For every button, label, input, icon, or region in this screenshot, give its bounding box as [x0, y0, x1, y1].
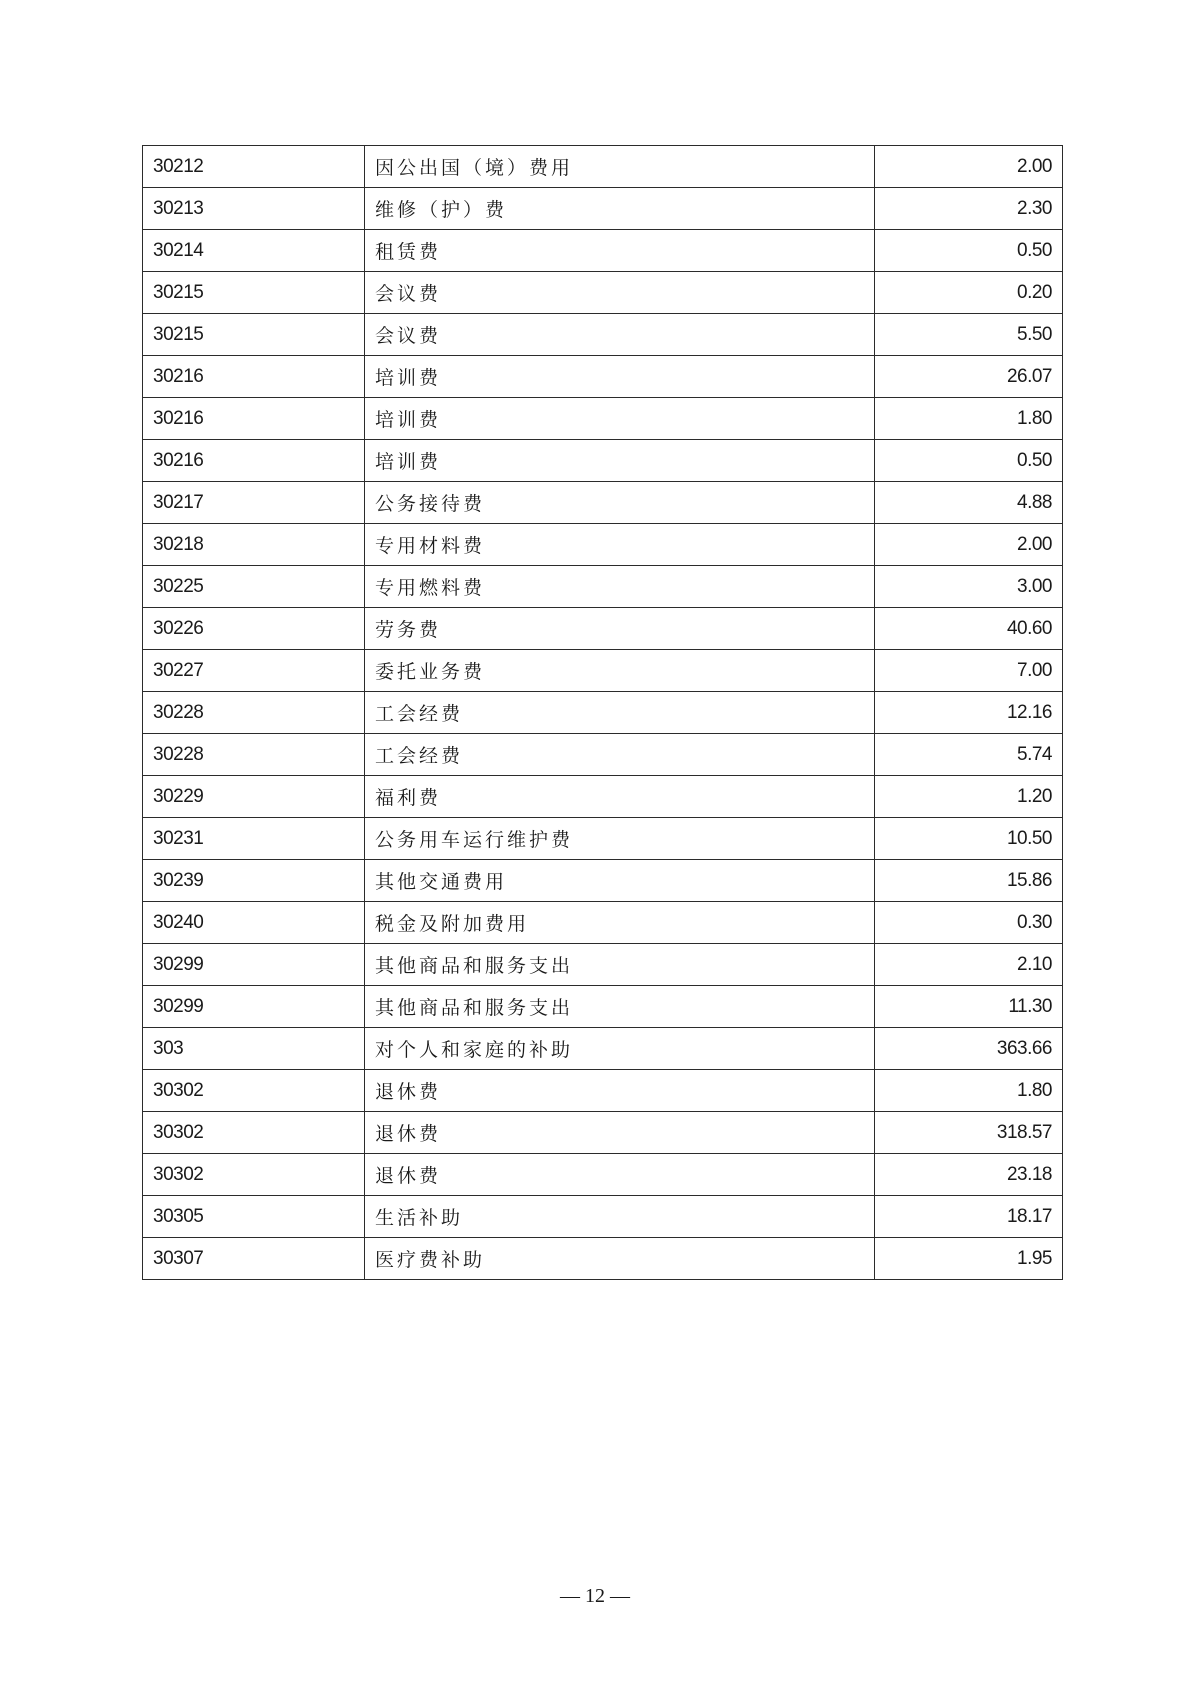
account-name-cell: 福利费: [365, 776, 875, 818]
table-row: [143, 1154, 1063, 1196]
table-body: [143, 146, 1063, 1280]
amount-cell: 3.00: [875, 566, 1063, 608]
account-name-cell: 劳务费: [365, 608, 875, 650]
table-row: [143, 860, 1063, 902]
account-code-cell: 30218: [143, 524, 365, 566]
table-row: [143, 398, 1063, 440]
amount-cell: 1.20: [875, 776, 1063, 818]
table-row: [143, 356, 1063, 398]
account-name-cell: 退休费: [365, 1154, 875, 1196]
account-name-cell: 其他商品和服务支出: [365, 944, 875, 986]
account-name-cell: 工会经费: [365, 734, 875, 776]
account-code-cell: 30307: [143, 1238, 365, 1280]
table-row: [143, 440, 1063, 482]
table-row: [143, 692, 1063, 734]
account-code-cell: 30226: [143, 608, 365, 650]
table-row: [143, 230, 1063, 272]
table-row: [143, 1112, 1063, 1154]
amount-cell: 318.57: [875, 1112, 1063, 1154]
table-row: [143, 986, 1063, 1028]
account-code-cell: 30225: [143, 566, 365, 608]
account-code-cell: 30239: [143, 860, 365, 902]
page-number: — 12 —: [560, 1585, 630, 1607]
account-code-cell: 30228: [143, 692, 365, 734]
account-code-cell: 30216: [143, 440, 365, 482]
account-code-cell: 30299: [143, 986, 365, 1028]
table-row: [143, 1196, 1063, 1238]
account-name-cell: 医疗费补助: [365, 1238, 875, 1280]
account-name-cell: 培训费: [365, 398, 875, 440]
account-name-cell: 其他交通费用: [365, 860, 875, 902]
table-row: [143, 818, 1063, 860]
amount-cell: 12.16: [875, 692, 1063, 734]
amount-cell: 2.10: [875, 944, 1063, 986]
table-row: [143, 944, 1063, 986]
budget-table: [142, 145, 1063, 1280]
account-code-cell: 30216: [143, 356, 365, 398]
amount-cell: 7.00: [875, 650, 1063, 692]
table-row: [143, 1070, 1063, 1112]
account-code-cell: 30227: [143, 650, 365, 692]
amount-cell: 5.74: [875, 734, 1063, 776]
amount-cell: 0.20: [875, 272, 1063, 314]
table-row: [143, 524, 1063, 566]
table-row: [143, 272, 1063, 314]
table-row: [143, 902, 1063, 944]
table-row: [143, 650, 1063, 692]
account-code-cell: 30302: [143, 1070, 365, 1112]
account-name-cell: 退休费: [365, 1112, 875, 1154]
amount-cell: 0.50: [875, 230, 1063, 272]
amount-cell: 23.18: [875, 1154, 1063, 1196]
account-code-cell: 30231: [143, 818, 365, 860]
amount-cell: 2.30: [875, 188, 1063, 230]
table-row: [143, 608, 1063, 650]
amount-cell: 11.30: [875, 986, 1063, 1028]
table-row: [143, 146, 1063, 188]
account-code-cell: 30212: [143, 146, 365, 188]
account-name-cell: 培训费: [365, 356, 875, 398]
table-row: [143, 314, 1063, 356]
table-row: [143, 1238, 1063, 1280]
account-code-cell: 30240: [143, 902, 365, 944]
account-name-cell: 退休费: [365, 1070, 875, 1112]
amount-cell: 18.17: [875, 1196, 1063, 1238]
account-name-cell: 专用材料费: [365, 524, 875, 566]
account-name-cell: 委托业务费: [365, 650, 875, 692]
account-code-cell: 30228: [143, 734, 365, 776]
account-name-cell: 工会经费: [365, 692, 875, 734]
amount-cell: 0.50: [875, 440, 1063, 482]
amount-cell: 1.95: [875, 1238, 1063, 1280]
account-name-cell: 维修（护）费: [365, 188, 875, 230]
table-row: [143, 1028, 1063, 1070]
account-code-cell: 303: [143, 1028, 365, 1070]
account-name-cell: 生活补助: [365, 1196, 875, 1238]
account-name-cell: 租赁费: [365, 230, 875, 272]
table-row: [143, 734, 1063, 776]
amount-cell: 2.00: [875, 524, 1063, 566]
account-name-cell: 培训费: [365, 440, 875, 482]
amount-cell: 5.50: [875, 314, 1063, 356]
amount-cell: 1.80: [875, 398, 1063, 440]
account-name-cell: 其他商品和服务支出: [365, 986, 875, 1028]
amount-cell: 10.50: [875, 818, 1063, 860]
account-code-cell: 30215: [143, 272, 365, 314]
account-name-cell: 对个人和家庭的补助: [365, 1028, 875, 1070]
account-name-cell: 会议费: [365, 314, 875, 356]
account-code-cell: 30302: [143, 1112, 365, 1154]
table-row: [143, 566, 1063, 608]
amount-cell: 15.86: [875, 860, 1063, 902]
amount-cell: 4.88: [875, 482, 1063, 524]
account-code-cell: 30299: [143, 944, 365, 986]
account-code-cell: 30302: [143, 1154, 365, 1196]
account-name-cell: 会议费: [365, 272, 875, 314]
account-code-cell: 30217: [143, 482, 365, 524]
account-name-cell: 公务用车运行维护费: [365, 818, 875, 860]
amount-cell: 363.66: [875, 1028, 1063, 1070]
account-code-cell: 30216: [143, 398, 365, 440]
account-name-cell: 公务接待费: [365, 482, 875, 524]
account-name-cell: 专用燃料费: [365, 566, 875, 608]
account-code-cell: 30229: [143, 776, 365, 818]
account-code-cell: 30213: [143, 188, 365, 230]
table-row: [143, 482, 1063, 524]
table-row: [143, 188, 1063, 230]
amount-cell: 2.00: [875, 146, 1063, 188]
account-code-cell: 30214: [143, 230, 365, 272]
amount-cell: 26.07: [875, 356, 1063, 398]
amount-cell: 1.80: [875, 1070, 1063, 1112]
amount-cell: 40.60: [875, 608, 1063, 650]
amount-cell: 0.30: [875, 902, 1063, 944]
account-code-cell: 30215: [143, 314, 365, 356]
account-name-cell: 因公出国（境）费用: [365, 146, 875, 188]
table-row: [143, 776, 1063, 818]
account-name-cell: 税金及附加费用: [365, 902, 875, 944]
account-code-cell: 30305: [143, 1196, 365, 1238]
